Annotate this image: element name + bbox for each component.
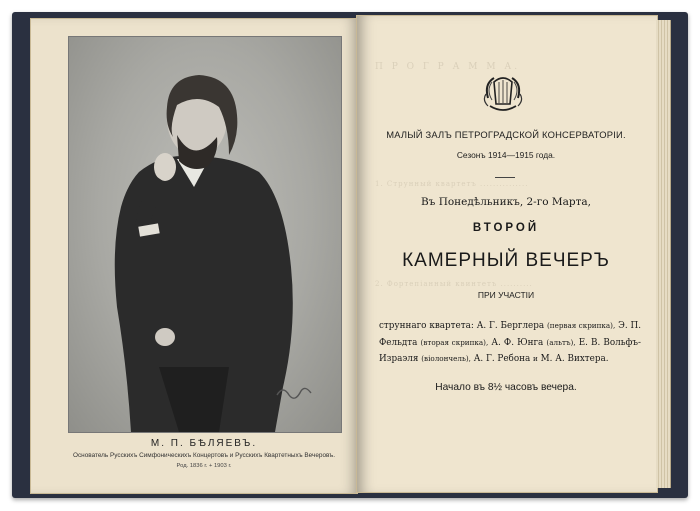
portrait-caption-description: Основатель Русскихъ Симфоническихъ Концертовъ и Русскихъ Квартетныхъ Вечеровъ.	[73, 452, 335, 459]
lyre-emblem-icon	[480, 70, 526, 116]
start-time: Начало въ 8½ часовъ вечера.	[435, 382, 577, 393]
page-edges	[656, 20, 671, 488]
portrait-caption-dates: Род. 1836 г. + 1903 г.	[176, 463, 232, 469]
performer-role: (альтъ),	[546, 337, 576, 347]
performer-text: струннаго квартета: А. Г. Берглера	[379, 321, 547, 331]
portrait-caption-name: М. П. БѢЛЯЕВЪ.	[150, 438, 258, 449]
evening-title: КАМЕРНЫЙ ВЕЧЕРЪ	[402, 250, 610, 271]
performer-role: (віолончель),	[421, 354, 471, 363]
performer-text: А. Г. Ребона	[473, 354, 534, 364]
performer-text: А. Ф. Юнга	[488, 337, 544, 348]
performer-text: Е. В. Вольфъ-Израэля	[379, 337, 641, 364]
performer-role: (вторая скрипка),	[420, 337, 489, 347]
hall-title: МАЛЫЙ ЗАЛЪ ПЕТРОГРАДСКОЙ КОНСЕРВАТОРІИ.	[386, 129, 626, 140]
evening-ordinal: ВТОРОЙ	[472, 222, 540, 234]
portrait-photo	[68, 36, 342, 433]
performer-text: Э. П. Фельдта	[379, 321, 642, 348]
show-through-text: П Р О Г Р А М М А.	[375, 62, 521, 72]
date-line: Въ Понедѣльникъ, 2-го Марта,	[420, 196, 592, 208]
participation-heading: ПРИ УЧАСТІИ	[477, 290, 535, 300]
ornament-divider	[495, 177, 515, 179]
performer-role: и	[533, 354, 538, 363]
season-line: Сезонъ 1914—1915 года.	[456, 150, 556, 160]
show-through-text: 1. Струнный квартетъ ...............	[375, 180, 529, 188]
show-through-text: 2. Фортепіанный квинтетъ ..........	[375, 280, 533, 288]
performer-text: М. А. Вихтера.	[537, 354, 609, 364]
performers-list	[379, 318, 641, 368]
performer-role: (первая скрипка),	[547, 321, 616, 330]
